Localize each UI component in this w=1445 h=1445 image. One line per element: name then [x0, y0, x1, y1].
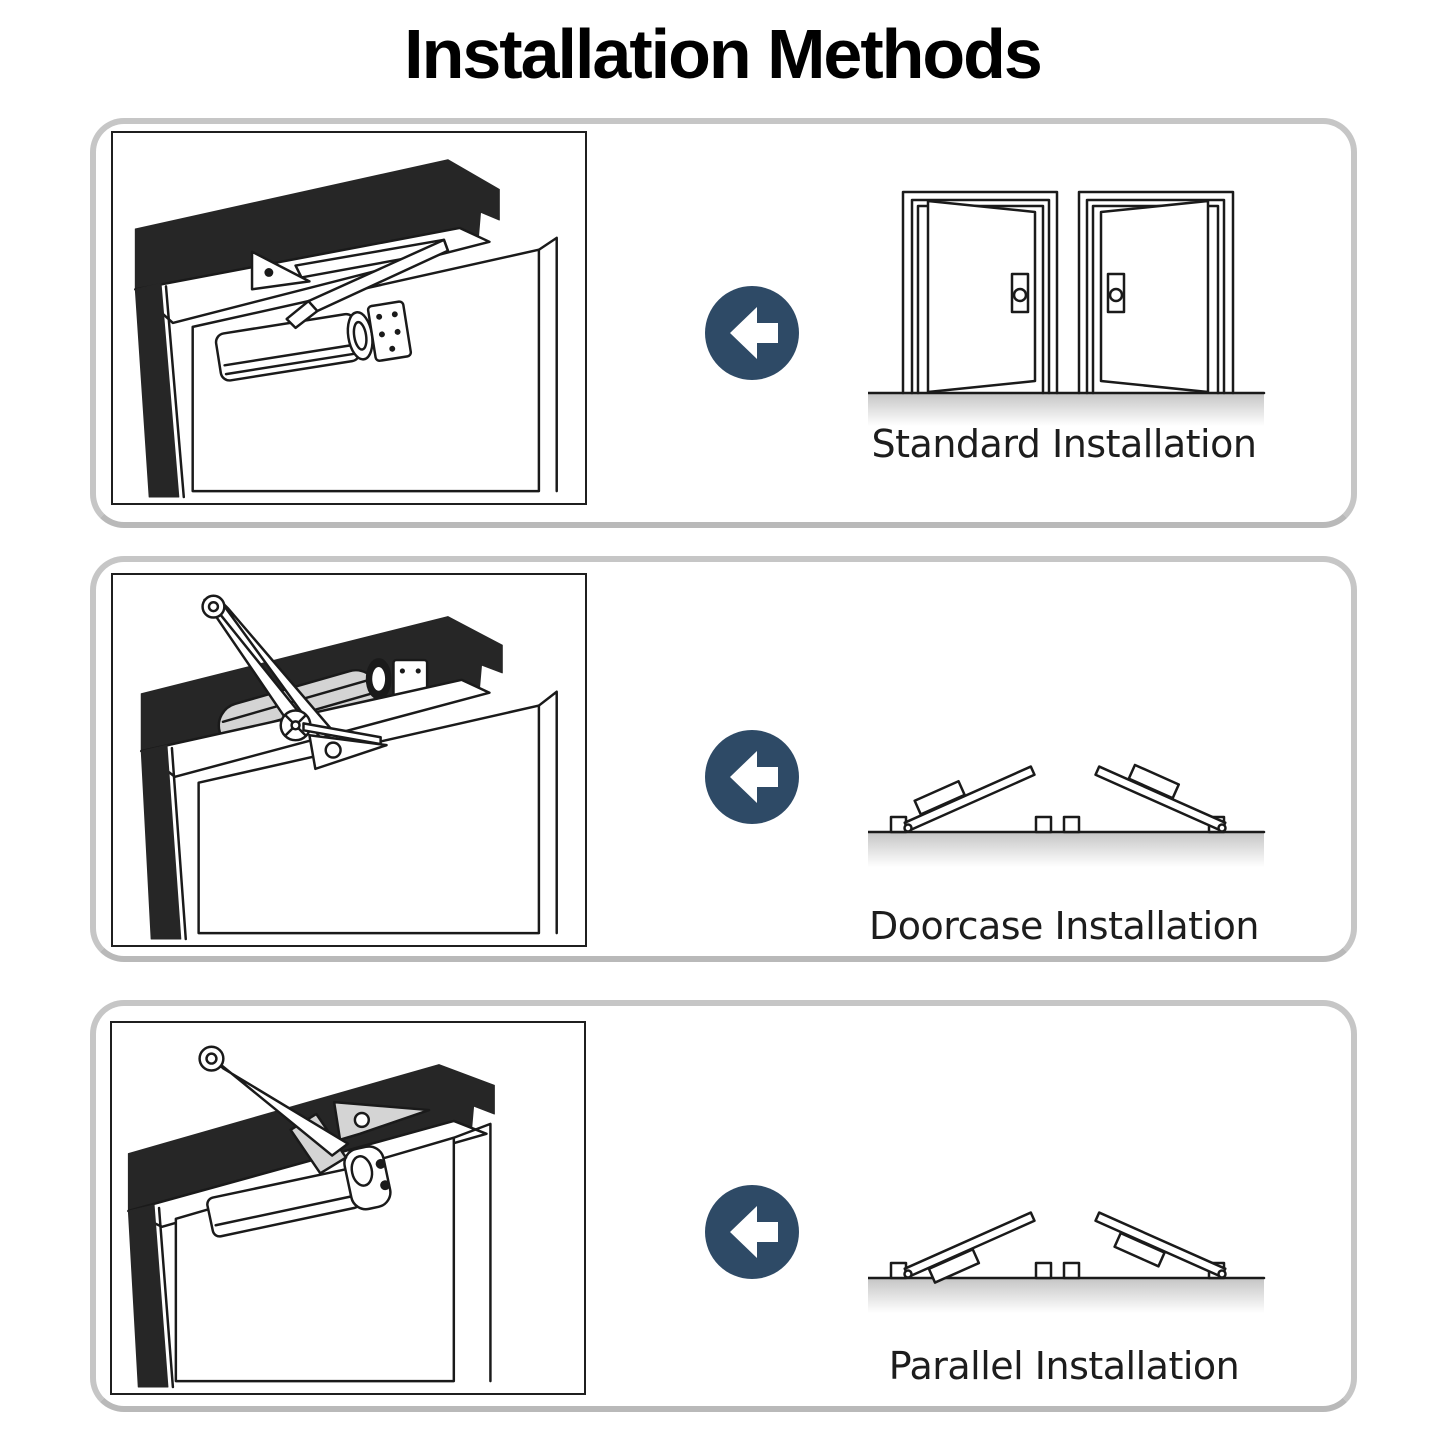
- closer-parallel-mount-drawing: [112, 1023, 580, 1389]
- doors-front-view-drawing: [868, 188, 1268, 443]
- arrow-left-icon: [705, 286, 799, 380]
- arrow-left-icon: [705, 730, 799, 824]
- arrow-left-icon: [705, 1185, 799, 1279]
- doors-top-view-drawing: [868, 760, 1268, 885]
- section-panel-parallel: [90, 1000, 1357, 1412]
- section-caption: Parallel Installation: [888, 1344, 1240, 1388]
- doors-top-view-drawing: [868, 1206, 1268, 1331]
- section-panel-standard: [90, 118, 1357, 528]
- closer-doorcase-mount-drawing: [113, 575, 581, 941]
- section-panel-doorcase: [90, 556, 1357, 962]
- illustration-box: [111, 131, 587, 505]
- section-caption: Doorcase Installation: [869, 904, 1259, 948]
- illustration-box: [110, 1021, 586, 1395]
- page-title: Installation Methods: [404, 15, 1041, 93]
- closer-standard-mount-drawing: [113, 133, 581, 499]
- illustration-box: [111, 573, 587, 947]
- section-caption: Standard Installation: [871, 422, 1257, 466]
